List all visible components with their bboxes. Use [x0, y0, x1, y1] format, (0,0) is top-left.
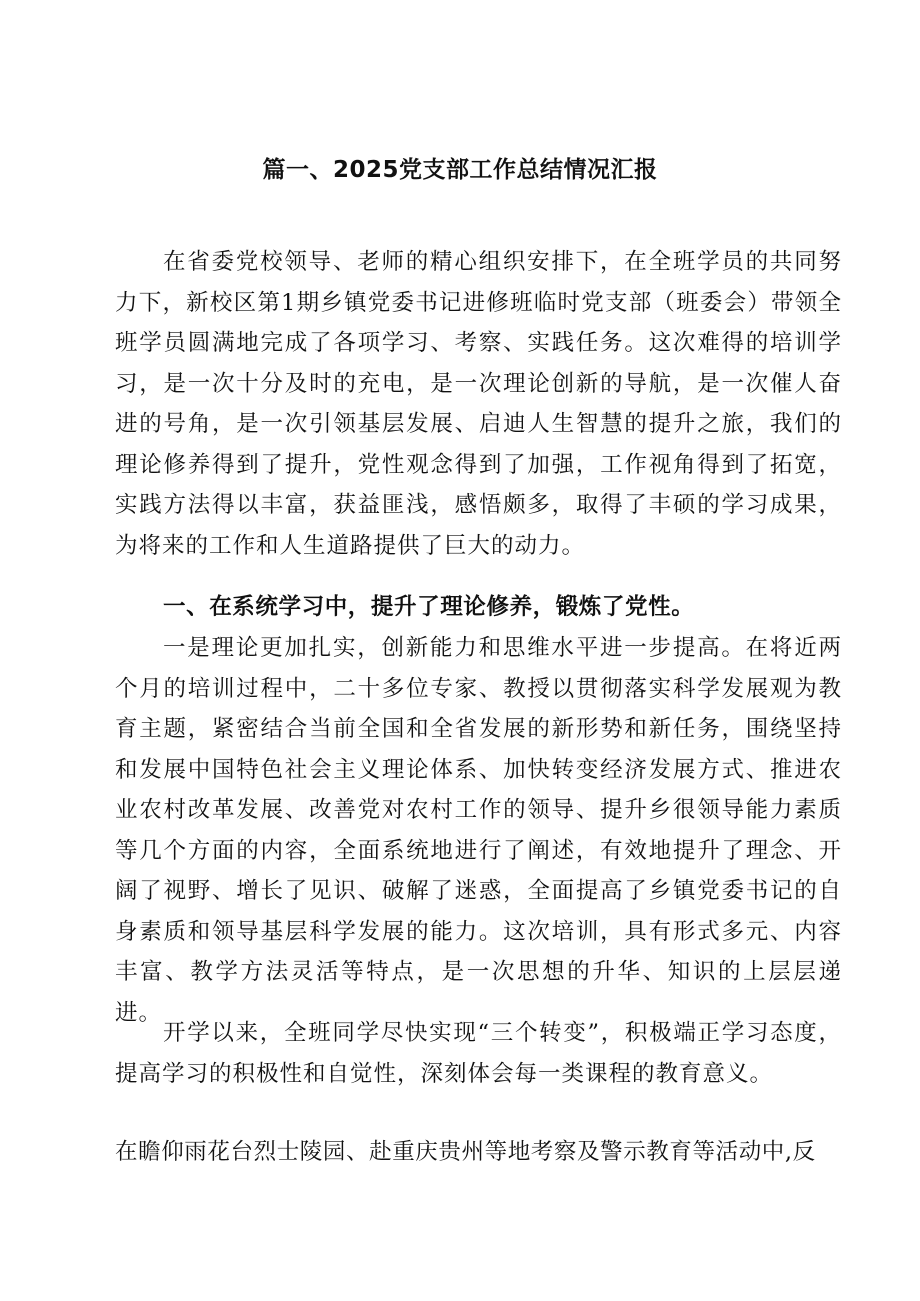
paragraph-visit: 在瞻仰雨花台烈士陵园、赴重庆贵州等地考察及警示教育等活动中,反 [115, 1139, 816, 1165]
paragraph-attitude: 开学以来，全班同学尽快实现“三个转变”，积极端正学习态度，提高学习的积极性和自觉性，深刻体会每一类课程的教育意义。 [115, 1020, 842, 1087]
document-title: 篇一、2025党支部工作总结情况汇报 [262, 157, 658, 183]
paragraph-intro: 在省委党校领导、老师的精心组织安排下，在全班学员的共同努力下，新校区第1期乡镇党委书记进修班临时党支部（班委会）带领全班学员圆满地完成了各项学习、考察、实践任务。这次难得的培训学习，是一次十分及时的充电，是一次理论创新的导航，是一次催人奋进的号角，是一次引领基层发展、启迪人生智慧的提升之旅，我们的理论修养得到了提升，党性观念得到了加强，工作视角得到了拓宽，实践方法得以丰富，获益匪浅，感悟颇多，取得了丰硕的学习成果，为将来的工作和人生道路提供了巨大的动力。 [115, 249, 842, 559]
paragraph-theory: 一是理论更加扎实，创新能力和思维水平进一步提高。在将近两个月的培训过程中，二十多位专家、教授以贯彻落实科学发展观为教育主题，紧密结合当前全国和全省发展的新形势和新任务，围绕坚持和发展中国特色社会主义理论体系、加快转变经济发展方式、推进农业农村改革发展、改善党对农村工作的领导、提升乡很领导能力素质等几个方面的内容，全面系统地进行了阐述，有效地提升了理念、开阔了视野、增长了见识、破解了迷惑，全面提高了乡镇党委书记的自身素质和领导基层科学发展的能力。这次培训，具有形式多元、内容丰富、教学方法灵活等特点，是一次思想的升华、知识的上层层递进。 [115, 635, 842, 1026]
section-heading-1: 一、在系统学习中，提升了理论修养，锻炼了党性。 [163, 594, 695, 620]
